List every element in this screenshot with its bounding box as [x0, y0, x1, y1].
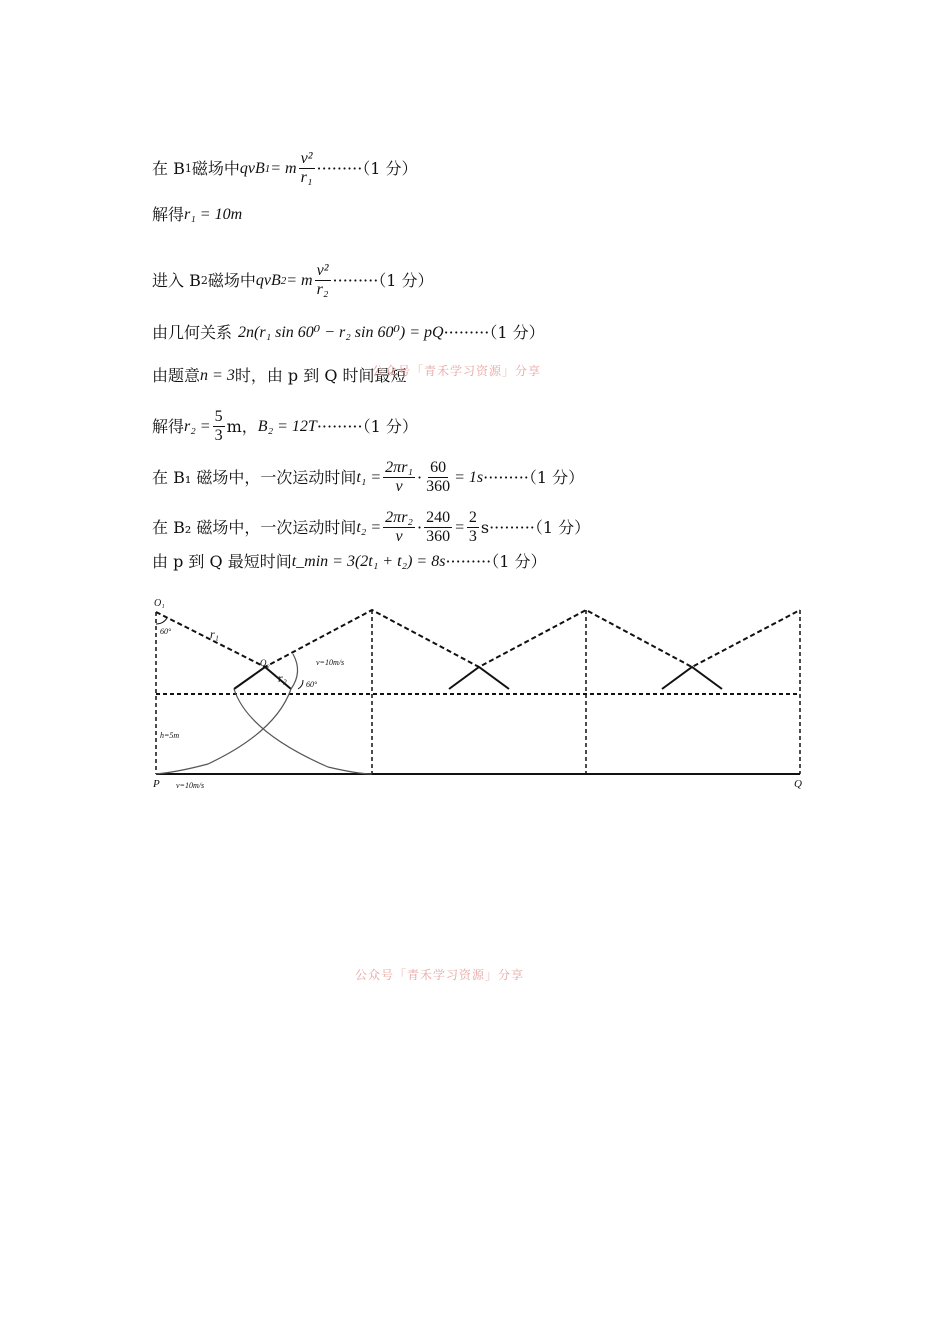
text: 1: [184, 161, 192, 175]
math-eq: = m: [286, 271, 313, 289]
label-o1: O₁: [154, 598, 165, 609]
trajectory-arc-3: [291, 654, 298, 689]
numerator: 240: [426, 509, 451, 526]
math-lhs: r₂ =: [184, 417, 211, 435]
text: 1: [264, 162, 271, 175]
equation-line-6: [152, 408, 418, 445]
denominator: v: [395, 478, 403, 495]
math-expr: r₁ = 10m: [184, 206, 243, 223]
numerator: v²: [300, 150, 313, 167]
text: 2: [280, 274, 287, 287]
score-note: ·········（1 分）: [445, 552, 547, 571]
text: 解得: [152, 416, 185, 436]
text: 磁场中: [191, 158, 240, 178]
score-note: ·········（1 分）: [332, 270, 434, 290]
label-q: Q: [794, 778, 802, 790]
denominator: 3: [468, 528, 477, 545]
watermark: 公众号「青禾学习资源」分享: [355, 968, 525, 982]
equation-line-9: [152, 552, 547, 572]
math-lhs: qvB: [255, 271, 281, 289]
equation-line-3: [152, 262, 434, 299]
text: 在 B: [152, 158, 185, 178]
text: 时，由 p 到 Q 时间最短: [234, 366, 407, 385]
numerator: 2πr₁: [385, 459, 413, 476]
equation-line-1: [152, 150, 418, 187]
score-note: ·········（1 分）: [483, 467, 585, 487]
math-expr: B₂ = 12T: [257, 417, 317, 435]
math-eq: =: [454, 518, 465, 536]
chord-3: [662, 667, 722, 689]
math-expr: t_min = 3(2t₁ + t₂) = 8s: [291, 553, 446, 570]
math-lhs: t₁ =: [356, 468, 382, 486]
text: 在 B₁ 磁场中，一次运动时间: [152, 467, 357, 487]
fraction: [299, 150, 315, 187]
label-v-top: v=10m/s: [316, 658, 345, 667]
text: 磁场中: [207, 270, 256, 290]
denominator: 360: [426, 478, 451, 495]
equation-line-7: 在 B₁ 磁场中，一次运动时间 t₁ = $\frac{\text{2πr₁}}{v}$ · $\frac{60}{360}$ = 1s ·········（1 分）: [152, 459, 585, 495]
text: 由 p 到 Q 最短时间: [152, 552, 292, 571]
score-note: ·········（1 分）: [489, 517, 591, 537]
math-lhs: t₂ =: [356, 518, 382, 536]
math-eq: = m: [270, 159, 297, 177]
text: s: [480, 517, 490, 537]
trajectory-diagram: [148, 592, 810, 802]
label-angle-2: 60°: [306, 680, 318, 689]
label-r1: r₁: [210, 627, 219, 641]
text: 进入 B: [152, 270, 201, 290]
zigzag-dashed-path: [156, 610, 800, 667]
watermark: 公众号「青禾学习资源」分享: [372, 364, 542, 378]
denominator: v: [395, 528, 403, 545]
text: 由几何关系: [152, 323, 233, 342]
label-v-bottom: v=10m/s: [176, 781, 205, 790]
score-note: ·········（1 分）: [316, 416, 418, 436]
equation-line-5: [152, 366, 407, 386]
label-o2: O₂: [260, 658, 270, 668]
denominator: r₂: [316, 281, 329, 298]
text: 由题意: [152, 366, 201, 385]
fraction: [424, 459, 452, 496]
fraction: [213, 408, 225, 445]
math-lhs: qvB: [239, 159, 265, 177]
label-angle-1: 60°: [160, 627, 172, 636]
numerator: 60: [430, 459, 447, 476]
numerator: v²: [316, 262, 329, 279]
math-rhs: = 1s: [454, 468, 484, 486]
text: 2: [200, 273, 208, 287]
trajectory-arc-1: [234, 689, 372, 774]
numerator: 5: [214, 408, 223, 425]
chord-2: [449, 667, 509, 689]
label-p: P: [153, 778, 160, 790]
label-h: h=5m: [160, 731, 180, 740]
numerator: 2πr₂: [385, 509, 413, 526]
equation-line-8: 在 B₂ 磁场中，一次运动时间 t₂ = $\frac{\text{2πr₂}}{v}$ · $\frac{240}{360}$ = $\frac{2}{3}$ s ·········（1 分）: [152, 509, 591, 545]
fraction: [383, 459, 415, 496]
fraction: [467, 509, 479, 546]
fraction: [383, 509, 415, 546]
equation-line-4: [152, 323, 545, 343]
score-note: ·········（1 分）: [316, 158, 418, 178]
denominator: 3: [214, 427, 223, 444]
label-r2: r₂: [278, 671, 287, 685]
score-note: ·········（1 分）: [443, 323, 545, 342]
math-expr: 2n(r₁ sin 60⁰ − r₂ sin 60⁰) = pQ: [238, 324, 444, 341]
angle-arc-1: [156, 618, 167, 624]
denominator: 360: [426, 528, 451, 545]
angle-arc-2: [298, 680, 303, 689]
text: 解得: [152, 205, 185, 224]
fraction: [424, 509, 452, 546]
fraction: [315, 262, 331, 299]
math-expr: n = 3: [200, 367, 235, 384]
equation-line-2: [152, 205, 242, 225]
denominator: r₁: [300, 169, 313, 186]
numerator: 2: [468, 509, 477, 526]
text: 在 B₂ 磁场中，一次运动时间: [152, 517, 357, 537]
text: m，: [226, 416, 258, 436]
